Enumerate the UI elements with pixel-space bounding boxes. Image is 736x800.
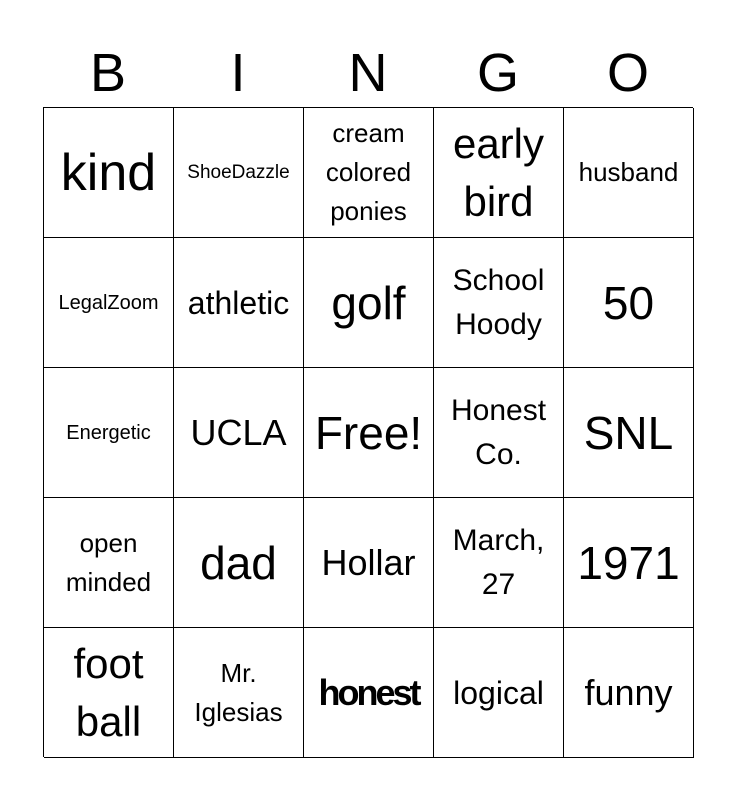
header-letter-b: B: [89, 43, 127, 103]
bingo-cell[interactable]: [44, 108, 174, 238]
cell-text: dad: [200, 536, 277, 589]
cell-text: 50: [602, 276, 655, 329]
bingo-cell[interactable]: [304, 238, 434, 368]
bingo-cell[interactable]: [564, 368, 694, 498]
cell-text: Hollar: [321, 541, 416, 583]
cell-text: early bird: [452, 119, 545, 225]
bingo-cell[interactable]: [304, 628, 434, 758]
bingo-cell[interactable]: [434, 498, 564, 628]
bingo-cell[interactable]: [174, 628, 304, 758]
cell-text: UCLA: [190, 411, 287, 453]
cell-text: open minded: [65, 527, 152, 597]
bingo-cell[interactable]: [44, 498, 174, 628]
cell-text: 1971: [577, 536, 680, 589]
cell-text: husband: [578, 157, 679, 187]
bingo-cell[interactable]: [434, 628, 564, 758]
cell-text: Honest Co.: [450, 393, 547, 471]
bingo-cell[interactable]: [174, 108, 304, 238]
cell-text: March, 27: [452, 523, 545, 601]
bingo-cell[interactable]: [44, 238, 174, 368]
bingo-cell[interactable]: [564, 498, 694, 628]
bingo-cell[interactable]: [174, 498, 304, 628]
cell-text: Mr. Iglesias: [194, 657, 283, 727]
bingo-cell[interactable]: [174, 238, 304, 368]
bingo-cell[interactable]: [564, 238, 694, 368]
cell-text: ShoeDazzle: [187, 161, 290, 183]
free-space-text: Free!: [314, 406, 423, 459]
bingo-cell[interactable]: [434, 368, 564, 498]
header-letter-n: N: [348, 43, 388, 103]
cell-text: honest: [318, 671, 419, 713]
header-letter-i: I: [230, 43, 246, 103]
bingo-cell[interactable]: [434, 238, 564, 368]
cell-text: athletic: [187, 284, 290, 321]
cell-text: SNL: [583, 406, 674, 459]
bingo-cell[interactable]: [44, 368, 174, 498]
bingo-cell[interactable]: [304, 498, 434, 628]
bingo-cell[interactable]: [564, 628, 694, 758]
cell-text: funny: [584, 671, 673, 713]
bingo-header: [43, 40, 693, 106]
cell-text: Energetic: [66, 421, 151, 444]
bingo-cell[interactable]: [304, 108, 434, 238]
cell-text: kind: [60, 143, 157, 202]
bingo-cell[interactable]: [434, 108, 564, 238]
cell-text: golf: [331, 276, 406, 329]
bingo-card-grid: [43, 107, 693, 757]
header-letter-g: G: [476, 43, 519, 103]
cell-text: School Hoody: [452, 263, 545, 341]
bingo-cell free-space[interactable]: [304, 368, 434, 498]
cell-text: LegalZoom: [58, 291, 159, 314]
bingo-cell[interactable]: [44, 628, 174, 758]
bingo-cell[interactable]: [174, 368, 304, 498]
cell-text: foot ball: [73, 639, 144, 745]
cell-text: cream colored ponies: [325, 118, 412, 226]
cell-text: logical: [453, 674, 544, 711]
header-letter-o: O: [606, 43, 649, 103]
bingo-cell[interactable]: [564, 108, 694, 238]
